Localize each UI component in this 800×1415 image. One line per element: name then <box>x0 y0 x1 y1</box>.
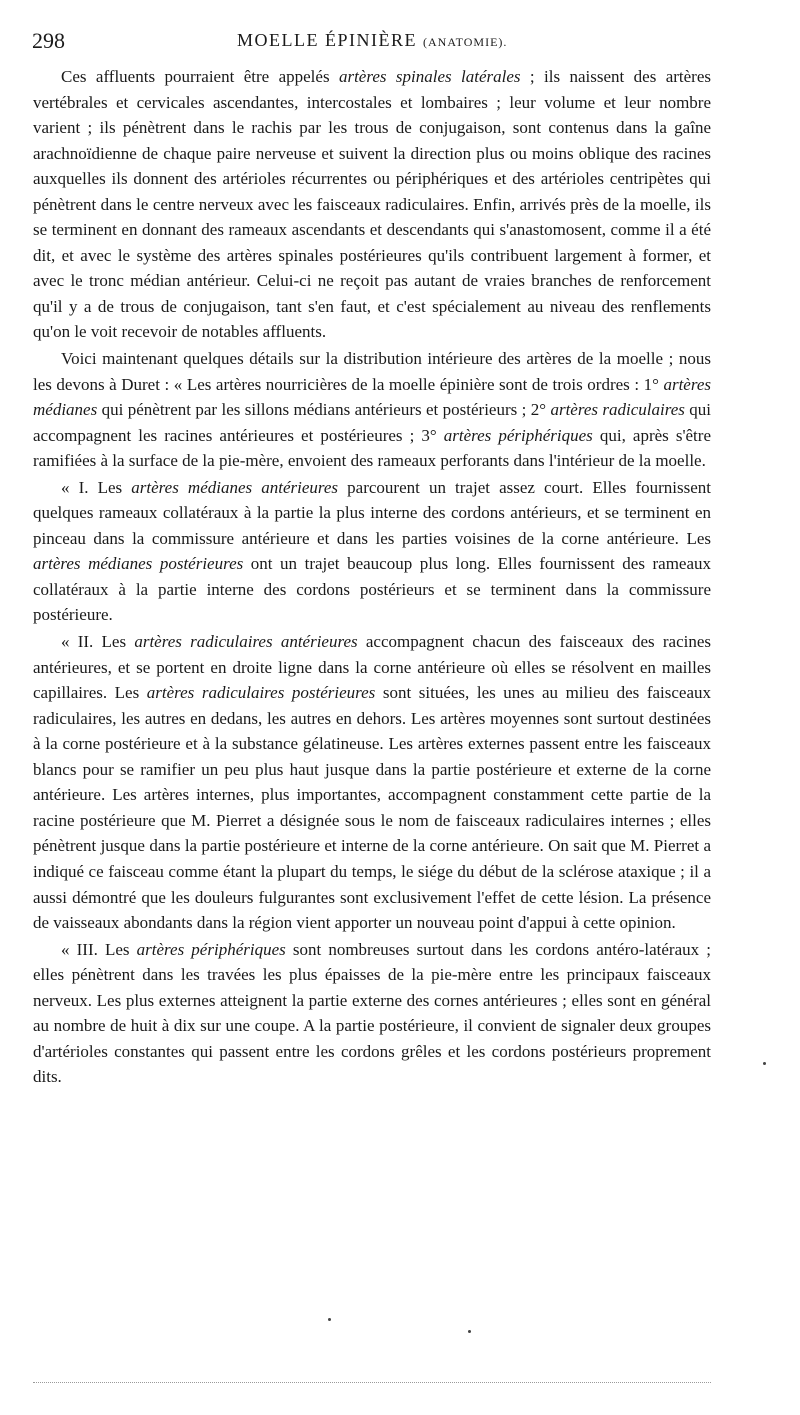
text-run: Voici maintenant quelques détails sur la distribution intérieure des artères de la moelle ; nous les devons à Duret : « Les artères nourricières de la moelle épinière sont de trois ordres : 1° <box>33 349 711 394</box>
running-header <box>32 22 732 58</box>
footer-dotted-rule <box>33 1382 711 1383</box>
italic-term: artères médianes <box>33 374 711 420</box>
running-title-subtitle: (ANATOMIE). <box>422 35 508 49</box>
page-number: 298 <box>32 28 65 53</box>
text-run: sont situées, les unes au milieu des faisceaux radiculaires, les autres en dedans, les autres en dehors. Les artères moyennes sont surtout destinées à la corne postérieure et à la substance gélatineuse. Les artères externes passent entre les faisceaux blancs pour se ramifier un peu plus haut jusque dans la partie postérieure et externe de la corne antérieure. Les artères internes, plus importantes, accompagnent constamment cette partie de la racine postérieure que M. Pierret a désignée sous le nom de faisceaux radiculaires internes ; elles pénètrent jusque dans la partie postérieure et interne de la corne antérieure. On sait que M. Pierret a indiqué ce faisceau comme étant la plupart du temps, le siége du début de la sclérose ataxique ; il a aussi démontré que les douleurs fulgurantes sont exclusivement l'effet de cette lésion. La présence de vaisseaux abondants dans la région vient apporter un nouveau point d'appui à cette opinion. <box>33 683 711 933</box>
italic-term: artères périphériques <box>136 939 286 959</box>
paragraph <box>33 475 711 628</box>
text-run: sont nombreuses surtout dans les cordons antéro-latéraux ; elles pénètrent dans les travées les plus épaisses de la pie-mère entre les principaux faisceaux nerveux. Les plus externes atteignent la partie externe des cornes antérieures ; elles sont en général au nombre de huit à dix sur une coupe. A la partie postérieure, il convient de signaler deux groupes d'artérioles constantes qui passent entre les cordons grêles et les cordons postérieurs proprement dits. <box>33 939 711 1087</box>
text-run: ont un trajet beaucoup plus long. Elles fournissent des rameaux collatéraux à la partie interne des cordons postérieurs et se terminent dans la commissure postérieure. <box>33 554 712 625</box>
italic-term: artères radiculaires postérieures <box>146 683 376 703</box>
italic-term: artères spinales latérales <box>338 67 521 86</box>
italic-term: artères radiculaires antérieures <box>134 632 358 652</box>
text-run: qui accompagnent les racines antérieures et postérieures ; 3° <box>33 400 711 445</box>
text-run: Ces affluents pourraient être appelés <box>61 67 339 86</box>
text-run: « II. Les <box>61 632 135 652</box>
italic-term: artères médianes antérieures <box>131 477 339 497</box>
text-run: qui, après s'être ramifiées à la surface de la pie-mère, envoient des rameaux perforants dans l'intérieur de la moelle. <box>33 425 711 471</box>
text-run: qui pénètrent par les sillons médians antérieurs et postérieurs ; 2° <box>97 400 551 420</box>
text-run: « III. Les <box>61 939 137 959</box>
text-run: parcourent un trajet assez court. Elles fournissent quelques rameaux collatéraux à la partie la plus interne des cordons antérieurs, et se terminent en pinceau dans la commissure antérieure et dans les parties voisines de la corne antérieure. Les <box>33 477 711 548</box>
text-run: ; ils naissent des artères vertébrales et cervicales ascendantes, intercostales et lombaires ; leur volume et leur nombre varient ; ils pénètrent dans le rachis par les trous de conjugaison, sont contenus dans la gaîne arachnoïdienne de chaque paire nerveuse et suivent la direction plus ou moins oblique des racines auxquelles ils donnent des artérioles récurrentes ou périphériques et des artérioles centripètes qui pénètrent dans le centre nerveux avec les faisceaux radiculaires. Enfin, arrivés près de la moelle, ils se terminent en donnant des rameaux ascendants et descendants qui s'anastomosent, comme il a été dit, et avec le système des artères spinales postérieures qu'ils contribuent largement à former, et avec le tronc médian antérieur. Celui-ci ne reçoit pas autant de vraies branches de renforcement qu'il y a de trous de conjugaison, tant s'en faut, et c'est spécialement au niveau des renflements qu'on le voit recevoir de notables affluents. <box>33 67 712 342</box>
paragraph <box>33 629 711 936</box>
print-speck <box>328 1318 331 1321</box>
print-speck <box>468 1330 471 1333</box>
print-speck <box>763 1062 766 1065</box>
paragraph <box>33 937 711 1090</box>
running-title-main: MOELLE ÉPINIÈRE <box>237 30 417 50</box>
running-title <box>237 30 507 51</box>
paragraph <box>33 346 711 474</box>
italic-term: artères périphériques <box>443 425 593 445</box>
text-run: accompagnent chacun des faisceaux des racines antérieures, et se portent en droite ligne dans la corne antérieure où elles se résolvent en mailles capillaires. Les <box>33 632 711 703</box>
italic-term: artères radiculaires <box>550 400 685 420</box>
italic-term: artères médianes postérieures <box>33 554 244 574</box>
body-text <box>33 64 711 1090</box>
text-run: « I. Les <box>61 477 132 497</box>
paragraph <box>33 64 711 345</box>
